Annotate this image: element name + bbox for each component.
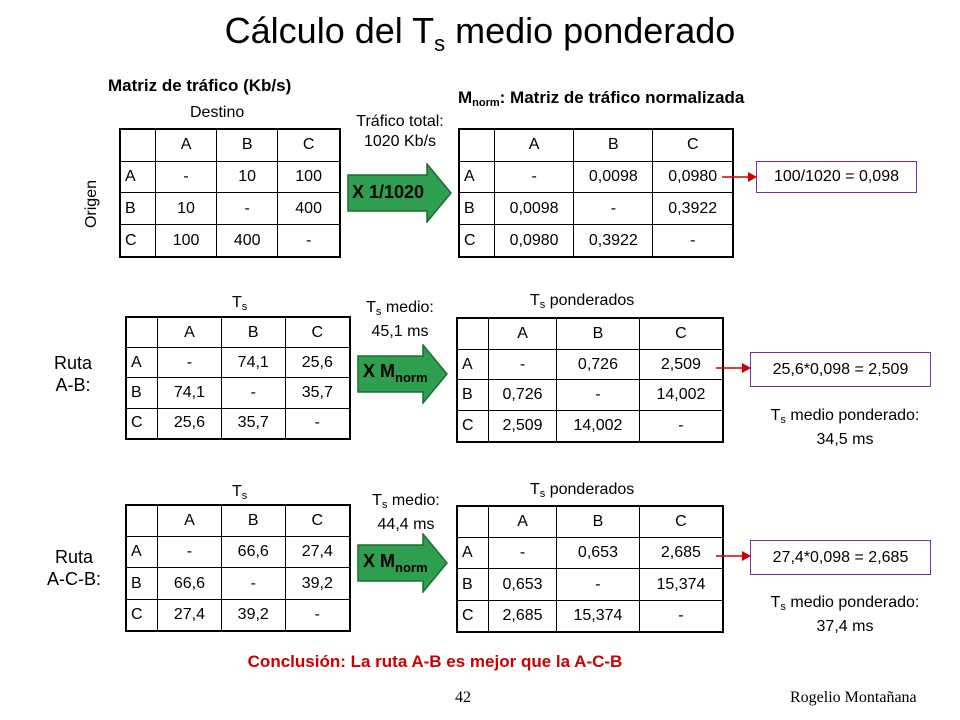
ts-table-route2 [125, 504, 351, 632]
table-cell: A [158, 505, 222, 537]
table-cell: A [489, 318, 557, 349]
destino-label: Destino [190, 104, 245, 121]
origen-label: Origen [83, 179, 100, 229]
table-cell: 400 [278, 193, 340, 225]
calc-box-top: 100/1020 = 0,098 [756, 161, 917, 193]
table-cell: B [126, 378, 158, 408]
table-cell: - [285, 599, 350, 631]
table-cell: - [495, 161, 574, 193]
table-cell: - [557, 569, 640, 600]
table-cell: - [557, 380, 640, 411]
table-cell: B [120, 193, 156, 225]
table-cell: B [574, 129, 653, 161]
calc-box-route2: 27,4*0,098 = 2,685 [750, 540, 931, 575]
table-cell: - [156, 161, 217, 193]
table-cell: - [639, 411, 723, 442]
table-cell: - [489, 349, 557, 380]
table-cell: C [285, 317, 350, 348]
ts-title: $T_s$ [232, 483, 248, 502]
page-title: Cálculo del $T_s$ medio ponderado [224, 10, 736, 57]
table-row [457, 600, 723, 632]
table-cell: 35,7 [285, 378, 350, 408]
table-cell: A [126, 537, 158, 568]
route-label: Ruta A-C-B: [47, 547, 101, 589]
table-row [126, 505, 350, 537]
table-cell [457, 506, 489, 538]
table-row [120, 161, 340, 193]
pond-title: $T_s$ ponderados [530, 292, 635, 311]
table-cell: 0,0098 [495, 193, 574, 225]
table-row [459, 225, 733, 257]
table-cell: 10 [156, 193, 217, 225]
table-cell: A [457, 349, 489, 380]
table-cell: 0,653 [489, 569, 557, 600]
table-cell: C [278, 129, 340, 161]
table-cell: 66,6 [158, 568, 222, 599]
result-route2: $T_s$ medio ponderado: 37,4 ms [770, 594, 920, 635]
result-route1: $T_s$ medio ponderado: 34,5 ms [770, 407, 920, 448]
table-cell: - [489, 538, 557, 569]
table-cell: B [459, 193, 495, 225]
arrow-label: X $M_{norm}$ [363, 361, 428, 385]
table-cell: 400 [217, 225, 278, 257]
author: Rogelio Montañana [790, 689, 917, 706]
table-row [457, 411, 723, 442]
table-cell: A [126, 348, 158, 378]
table-row [459, 129, 733, 161]
table-row [126, 317, 350, 348]
table-cell: A [459, 161, 495, 193]
table-cell: C [457, 600, 489, 632]
table-cell: 74,1 [158, 378, 222, 408]
table-row [459, 161, 733, 193]
arrow-label: X $M_{norm}$ [363, 551, 428, 575]
pointer-arrow-icon [716, 549, 752, 563]
table-cell: C [126, 408, 158, 439]
table-cell: B [221, 505, 285, 537]
ts-table-route1 [125, 316, 351, 440]
table-cell: A [156, 129, 217, 161]
table-cell: A [489, 506, 557, 538]
pointer-arrow-icon [716, 361, 752, 375]
table-cell: - [285, 408, 350, 439]
table-row [120, 129, 340, 161]
table-cell [126, 317, 158, 348]
table-cell: 25,6 [285, 348, 350, 378]
table-cell: - [158, 348, 222, 378]
table-cell: A [120, 161, 156, 193]
table-cell: 2,685 [639, 538, 723, 569]
table-row [126, 599, 350, 631]
ts-title: $T_s$ [232, 294, 248, 313]
table-cell: 14,002 [557, 411, 640, 442]
table-cell [120, 129, 156, 161]
table-cell: 39,2 [221, 599, 285, 631]
table-row [126, 378, 350, 408]
table-cell: 2,685 [489, 600, 557, 632]
table-cell: - [221, 378, 285, 408]
table-cell: - [639, 600, 723, 632]
table-cell: 0,0098 [574, 161, 653, 193]
arrow-label: X 1/1020 [352, 182, 425, 202]
table-cell [126, 505, 158, 537]
table-cell: 2,509 [639, 349, 723, 380]
table-row [457, 380, 723, 411]
table-cell: C [653, 129, 733, 161]
table-cell: 15,374 [639, 569, 723, 600]
table-cell: 10 [217, 161, 278, 193]
table-cell: - [653, 225, 733, 257]
pond-title: $T_s$ ponderados [530, 481, 635, 500]
table-cell: A [457, 538, 489, 569]
table-cell: C [459, 225, 495, 257]
route-label: Ruta A-B: [53, 353, 93, 395]
table-cell: 100 [156, 225, 217, 257]
pond-table-route1 [456, 317, 724, 443]
table-cell [457, 318, 489, 349]
table-row [126, 568, 350, 599]
table-cell: B [126, 568, 158, 599]
table-cell: - [158, 537, 222, 568]
table-cell: C [285, 505, 350, 537]
table-cell: C [126, 599, 158, 631]
table-cell: 27,4 [158, 599, 222, 631]
table-cell: B [457, 569, 489, 600]
table-cell: B [457, 380, 489, 411]
ts-medio-label: $T_s$ medio: 44,4 ms [372, 492, 440, 533]
table-cell: 25,6 [158, 408, 222, 439]
table-cell: B [557, 318, 640, 349]
table-cell: 0,0980 [495, 225, 574, 257]
table-row [457, 538, 723, 569]
table-row [459, 193, 733, 225]
table-row [457, 318, 723, 349]
table-row [457, 349, 723, 380]
conclusion-text: Conclusión: La ruta A-B es mejor que la A-C-B [247, 652, 623, 671]
table-cell: 74,1 [221, 348, 285, 378]
table-cell [459, 129, 495, 161]
traffic-matrix-heading: Matriz de tráfico (Kb/s) [108, 76, 292, 95]
table-cell: A [158, 317, 222, 348]
table-cell: C [120, 225, 156, 257]
table-cell: 35,7 [221, 408, 285, 439]
calc-box-route1: 25,6*0,098 = 2,509 [750, 352, 931, 387]
table-cell: B [221, 317, 285, 348]
table-row [126, 537, 350, 568]
table-cell: B [217, 129, 278, 161]
table-cell: C [457, 411, 489, 442]
table-cell: 15,374 [557, 600, 640, 632]
total-traffic-label: Tráfico total: 1020 Kb/s [356, 113, 444, 150]
page-number: 42 [455, 689, 471, 706]
table-cell: - [221, 568, 285, 599]
table-cell: 0,3922 [653, 193, 733, 225]
table-cell: 100 [278, 161, 340, 193]
table-cell: 0,0980 [653, 161, 733, 193]
normalized-matrix-heading: $M_{norm}$: Matriz de tráfico normalizada [458, 88, 745, 109]
table-cell: C [639, 318, 723, 349]
table-cell: A [495, 129, 574, 161]
table-row [120, 193, 340, 225]
pond-table-route2 [456, 505, 724, 633]
table-cell: 39,2 [285, 568, 350, 599]
table-cell: 0,3922 [574, 225, 653, 257]
table-cell: 0,653 [557, 538, 640, 569]
table-cell: 66,6 [221, 537, 285, 568]
table-cell: - [574, 193, 653, 225]
table-cell: C [639, 506, 723, 538]
ts-medio-label: $T_s$ medio: 45,1 ms [366, 299, 434, 340]
table-row [457, 506, 723, 538]
table-row [457, 569, 723, 600]
pointer-arrow-icon [722, 170, 758, 184]
table-cell: - [217, 193, 278, 225]
table-row [126, 408, 350, 439]
table-cell: - [278, 225, 340, 257]
table-cell: 0,726 [489, 380, 557, 411]
traffic-matrix-table [119, 128, 341, 258]
table-row [126, 348, 350, 378]
table-row [120, 225, 340, 257]
normalized-matrix-table [458, 128, 734, 258]
table-cell: 2,509 [489, 411, 557, 442]
table-cell: B [557, 506, 640, 538]
table-cell: 27,4 [285, 537, 350, 568]
table-cell: 14,002 [639, 380, 723, 411]
table-cell: 0,726 [557, 349, 640, 380]
